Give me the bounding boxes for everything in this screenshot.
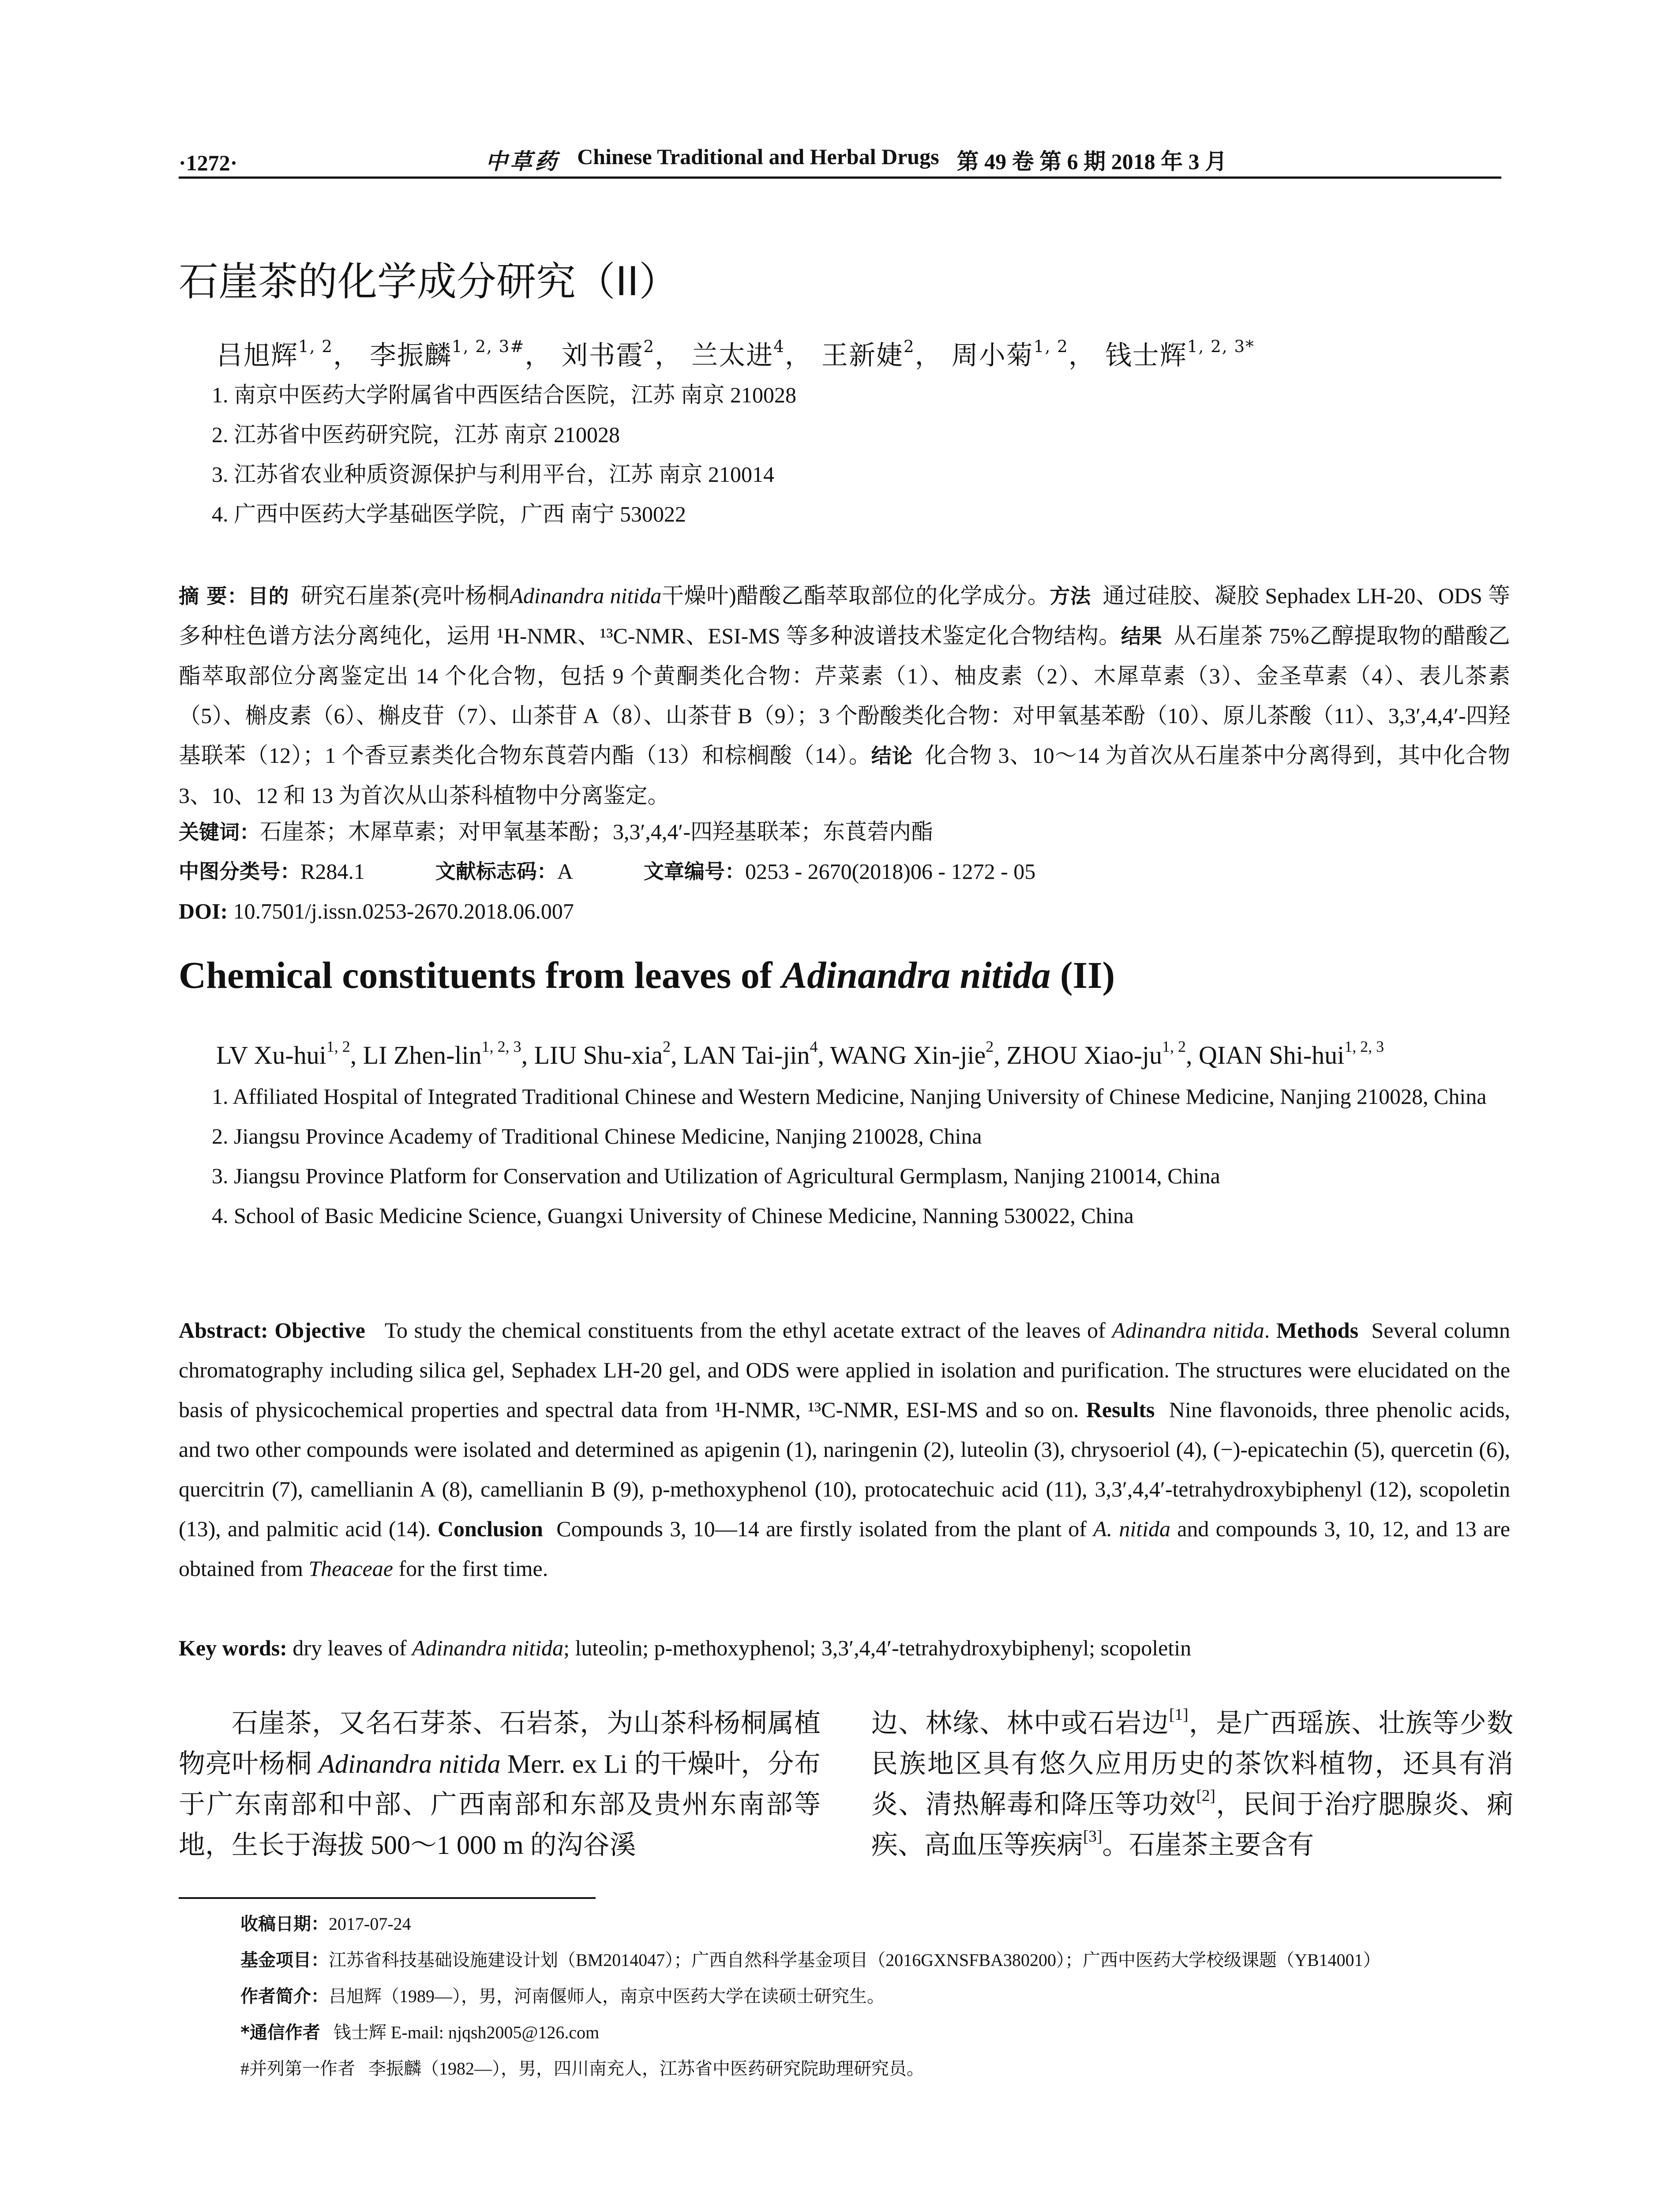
footnote-cofirst: #并列第一作者 李振麟（1982—），男，四川南充人，江苏省中医药研究院助理研究员。 xyxy=(240,2059,924,2078)
footnote-author: 作者简介：吕旭辉（1989—），男，河南偃师人，南京中医药大学在读硕士研究生。 xyxy=(240,1986,885,2007)
running-header xyxy=(179,140,1501,176)
author-cn-7: 钱士辉$^{1, 2, 3*}$ xyxy=(1105,337,1255,371)
affiliations-en xyxy=(212,1077,1512,1235)
author-cn-4: 兰太进$^4$ xyxy=(691,337,785,371)
footnote-received: 收稿日期：2017-07-24 xyxy=(240,1914,411,1934)
author-cn-2: 李振麟$^{1, 2, 3\#}$ xyxy=(370,337,525,371)
journal-info xyxy=(237,144,1501,176)
journal-name-cn: 中草药 xyxy=(485,149,560,174)
author-en-7: QIAN Shi-hui$^{1, 2, 3}$ xyxy=(1198,1038,1384,1069)
abstract-en: Abstract: Objective To study the chemical constituents from the ethyl acetate extract of the leaves of Adinandra nitida. Methods Several column chromatography including silica gel, Sephadex LH-20 gel, and ODS were applied in isolation and purification. The structures were elucidated on the basis of physicochemical properties and spectral data from ¹H-NMR, ¹³C-NMR, ESI-MS and so on. Results Nine flavonoids, three phenolic acids, and two other compounds were isolated and determined as apigenin (1), naringenin (2), luteolin (3), chrysoeriol (4), (−)-epicatechin (5), quercetin (6), quercitrin (7), camellianin A (8), camellianin B (9), p-methoxyphenol (10), protocatechuic acid (11), 3,3′,4,4′-tetrahydroxybiphenyl (12), scopoletin (13), and palmitic acid (14). Conclusion Compounds 3, 10—14 are firstly isolated from the plant of A. nitida and compounds 3, 10, 12, and 13 are obtained from Theaceae for the first time. xyxy=(179,1318,1511,1581)
author-cn-6: 周小菊$^{1, 2}$ xyxy=(951,337,1069,371)
author-en-2: LI Zhen-lin$^{1, 2, 3}$ xyxy=(363,1038,521,1069)
journal-name-en: Chinese Traditional and Herbal Drugs xyxy=(577,144,939,169)
footnote-corresponding: *通信作者 钱士辉 E-mail: njqsh2005@126.com xyxy=(240,2022,600,2043)
article-number: 0253 - 2670(2018)06 - 1272 - 05 xyxy=(745,859,1036,884)
affiliation-en-1: 1. Affiliated Hospital of Integrated Traditional Chinese and Western Medicine, Nanjing University of Chinese Medicine, Nanjing 210028, China xyxy=(212,1084,1487,1109)
authors-en: LV Xu-hui$^{1, 2}$, LI Zhen-lin$^{1, 2, 3}$, LIU Shu-xia$^2$, LAN Tai-jin$^4$, WANG Xin-jie$^2$, ZHOU Xiao-ju$^{1, 2}$, QIAN Shi-hui$^{1, 2, 3}$ xyxy=(216,1038,1384,1069)
footnote-fund: 基金项目：江苏省科技基础设施建设计划（BM2014047）；广西自然科学基金项目（2016GXNSFBA380200）；广西中医药大学校级课题（YB14001） xyxy=(240,1950,1381,1970)
reference-1[interactable]: [1] xyxy=(1169,1706,1189,1724)
header-rule xyxy=(179,176,1501,179)
footnotes xyxy=(240,1906,1512,2087)
clc-value: R284.1 xyxy=(300,859,365,884)
affiliation-en-3: 3. Jiangsu Province Platform for Conservation and Utilization of Agricultural Germplasm, Nanjing 210014, China xyxy=(212,1163,1220,1188)
body-column-left: 石崖茶，又名石芽茶、石岩茶，为山茶科杨桐属植物亮叶杨桐 Adinandra nitida Merr. ex Li 的干燥叶，分布于广东南部和中部、广西南部和东部及贵州东南部等地，生长于海拔 500～1 000 m 的沟谷溪 xyxy=(179,1709,821,1860)
author-cn-5: 王新婕$^2$ xyxy=(821,337,915,371)
abstract-cn: 摘 要：目的 研究石崖茶(亮叶杨桐Adinandra nitida干燥叶)醋酸乙酯萃取部位的化学成分。方法 通过硅胶、凝胶 Sephadex LH-20、ODS 等多种柱色谱方法分离纯化，运用 ¹H-NMR、¹³C-NMR、ESI-MS 等多种波谱技术鉴定化合物结构。结果 从石崖茶 75%乙醇提取物的醋酸乙酯萃取部位分离鉴定出 14 个化合物，包括 9 个黄酮类化合物：芹菜素（1）、柚皮素（2）、木犀草素（3）、金圣草素（4）、表儿茶素（5）、槲皮素（6）、槲皮苷（7）、山茶苷 A（8）、山茶苷 B（9）；3 个酚酸类化合物：对甲氧基苯酚（10）、原儿茶酸（11）、3,3′,4,4′-四羟基联苯（12）；1 个香豆素类化合物东莨菪内酯（13）和棕榈酸（14）。结论 化合物 3、10～14 为首次从石崖茶中分离得到，其中化合物 3、10、12 和 13 为首次从山茶科植物中分离鉴定。 xyxy=(179,583,1511,808)
keywords-en: Key words: dry leaves of Adinandra nitida; luteolin; p-methoxyphenol; 3,3′,4,4′-tetrahydroxybiphenyl; scopoletin xyxy=(179,1636,1192,1660)
author-cn-3: 刘书霞$^2$ xyxy=(561,337,655,371)
affiliation-en-2: 2. Jiangsu Province Academy of Traditional Chinese Medicine, Nanjing 210028, China xyxy=(212,1124,982,1148)
affiliation-cn-3: 3. 江苏省农业种质资源保护与利用平台，江苏 南京 210014 xyxy=(212,462,774,487)
reference-3[interactable]: [3] xyxy=(1083,1827,1102,1846)
title-en: Chemical constituents from leaves of Adinandra nitida (II) xyxy=(179,954,1115,996)
doc-code-value: A xyxy=(557,859,573,884)
title-cn: 石崖茶的化学成分研究（II） xyxy=(179,259,679,305)
affiliations-cn xyxy=(212,375,796,534)
author-en-4: LAN Tai-jin$^4$ xyxy=(683,1038,818,1069)
page-number: ·1272· xyxy=(179,150,238,175)
abstract-cn-label: 摘 要： xyxy=(179,584,248,608)
affiliation-en-4: 4. School of Basic Medicine Science, Guangxi University of Chinese Medicine, Nanning 530022, China xyxy=(212,1203,1134,1228)
author-en-6: ZHOU Xiao-ju$^{1, 2}$ xyxy=(1006,1038,1186,1069)
authors-cn: 吕旭辉$^{1, 2}$， 李振麟$^{1, 2, 3\#}$， 刘书霞$^2$， 兰太进$^4$， 王新婕$^2$， 周小菊$^{1, 2}$， 钱士辉$^{1, 2, 3*}$ xyxy=(216,337,1255,371)
reference-2[interactable]: [2] xyxy=(1196,1787,1215,1805)
abstract-en-label: Abstract: xyxy=(179,1318,275,1343)
journal-issue: 第 49 卷 第 6 期 2018 年 3 月 xyxy=(956,149,1227,174)
affiliation-cn-2: 2. 江苏省中医药研究院，江苏 南京 210028 xyxy=(212,422,620,447)
affiliation-cn-1: 1. 南京中医药大学附属省中西医结合医院，江苏 南京 210028 xyxy=(212,383,796,407)
doi-link[interactable]: 10.7501/j.issn.0253-2670.2018.06.007 xyxy=(233,899,574,923)
author-en-3: LIU Shu-xia$^2$ xyxy=(534,1038,671,1069)
author-en-5: WANG Xin-jie$^2$ xyxy=(830,1038,994,1069)
body-column-right: 边、林缘、林中或石岩边[1]，是广西瑶族、壮族等少数民族地区具有悠久应用历史的茶饮料植物，还具有消炎、清热解毒和降压等功效[2]，民间于治疗腮腺炎、痢疾、高血压等疾病[3]。石崖茶主要含有 xyxy=(871,1706,1513,1860)
keywords-cn: 关键词：石崖茶；木犀草素；对甲氧基苯酚；3,3′,4,4′-四羟基联苯；东莨菪内酯 xyxy=(179,819,934,844)
author-en-1: LV Xu-hui$^{1, 2}$ xyxy=(216,1038,350,1069)
footnote-rule xyxy=(179,1897,596,1899)
article-meta-cn: 中图分类号： R284.1 文献标志码： A 文章编号： 0253 - 2670(2018)06 - 1272 - 05 DOI: 10.7501/j.issn.0253-2670.2018.06.007 xyxy=(179,852,1510,931)
affiliation-cn-4: 4. 广西中医药大学基础医学院，广西 南宁 530022 xyxy=(212,502,686,526)
author-cn-1: 吕旭辉$^{1, 2}$ xyxy=(216,337,333,371)
